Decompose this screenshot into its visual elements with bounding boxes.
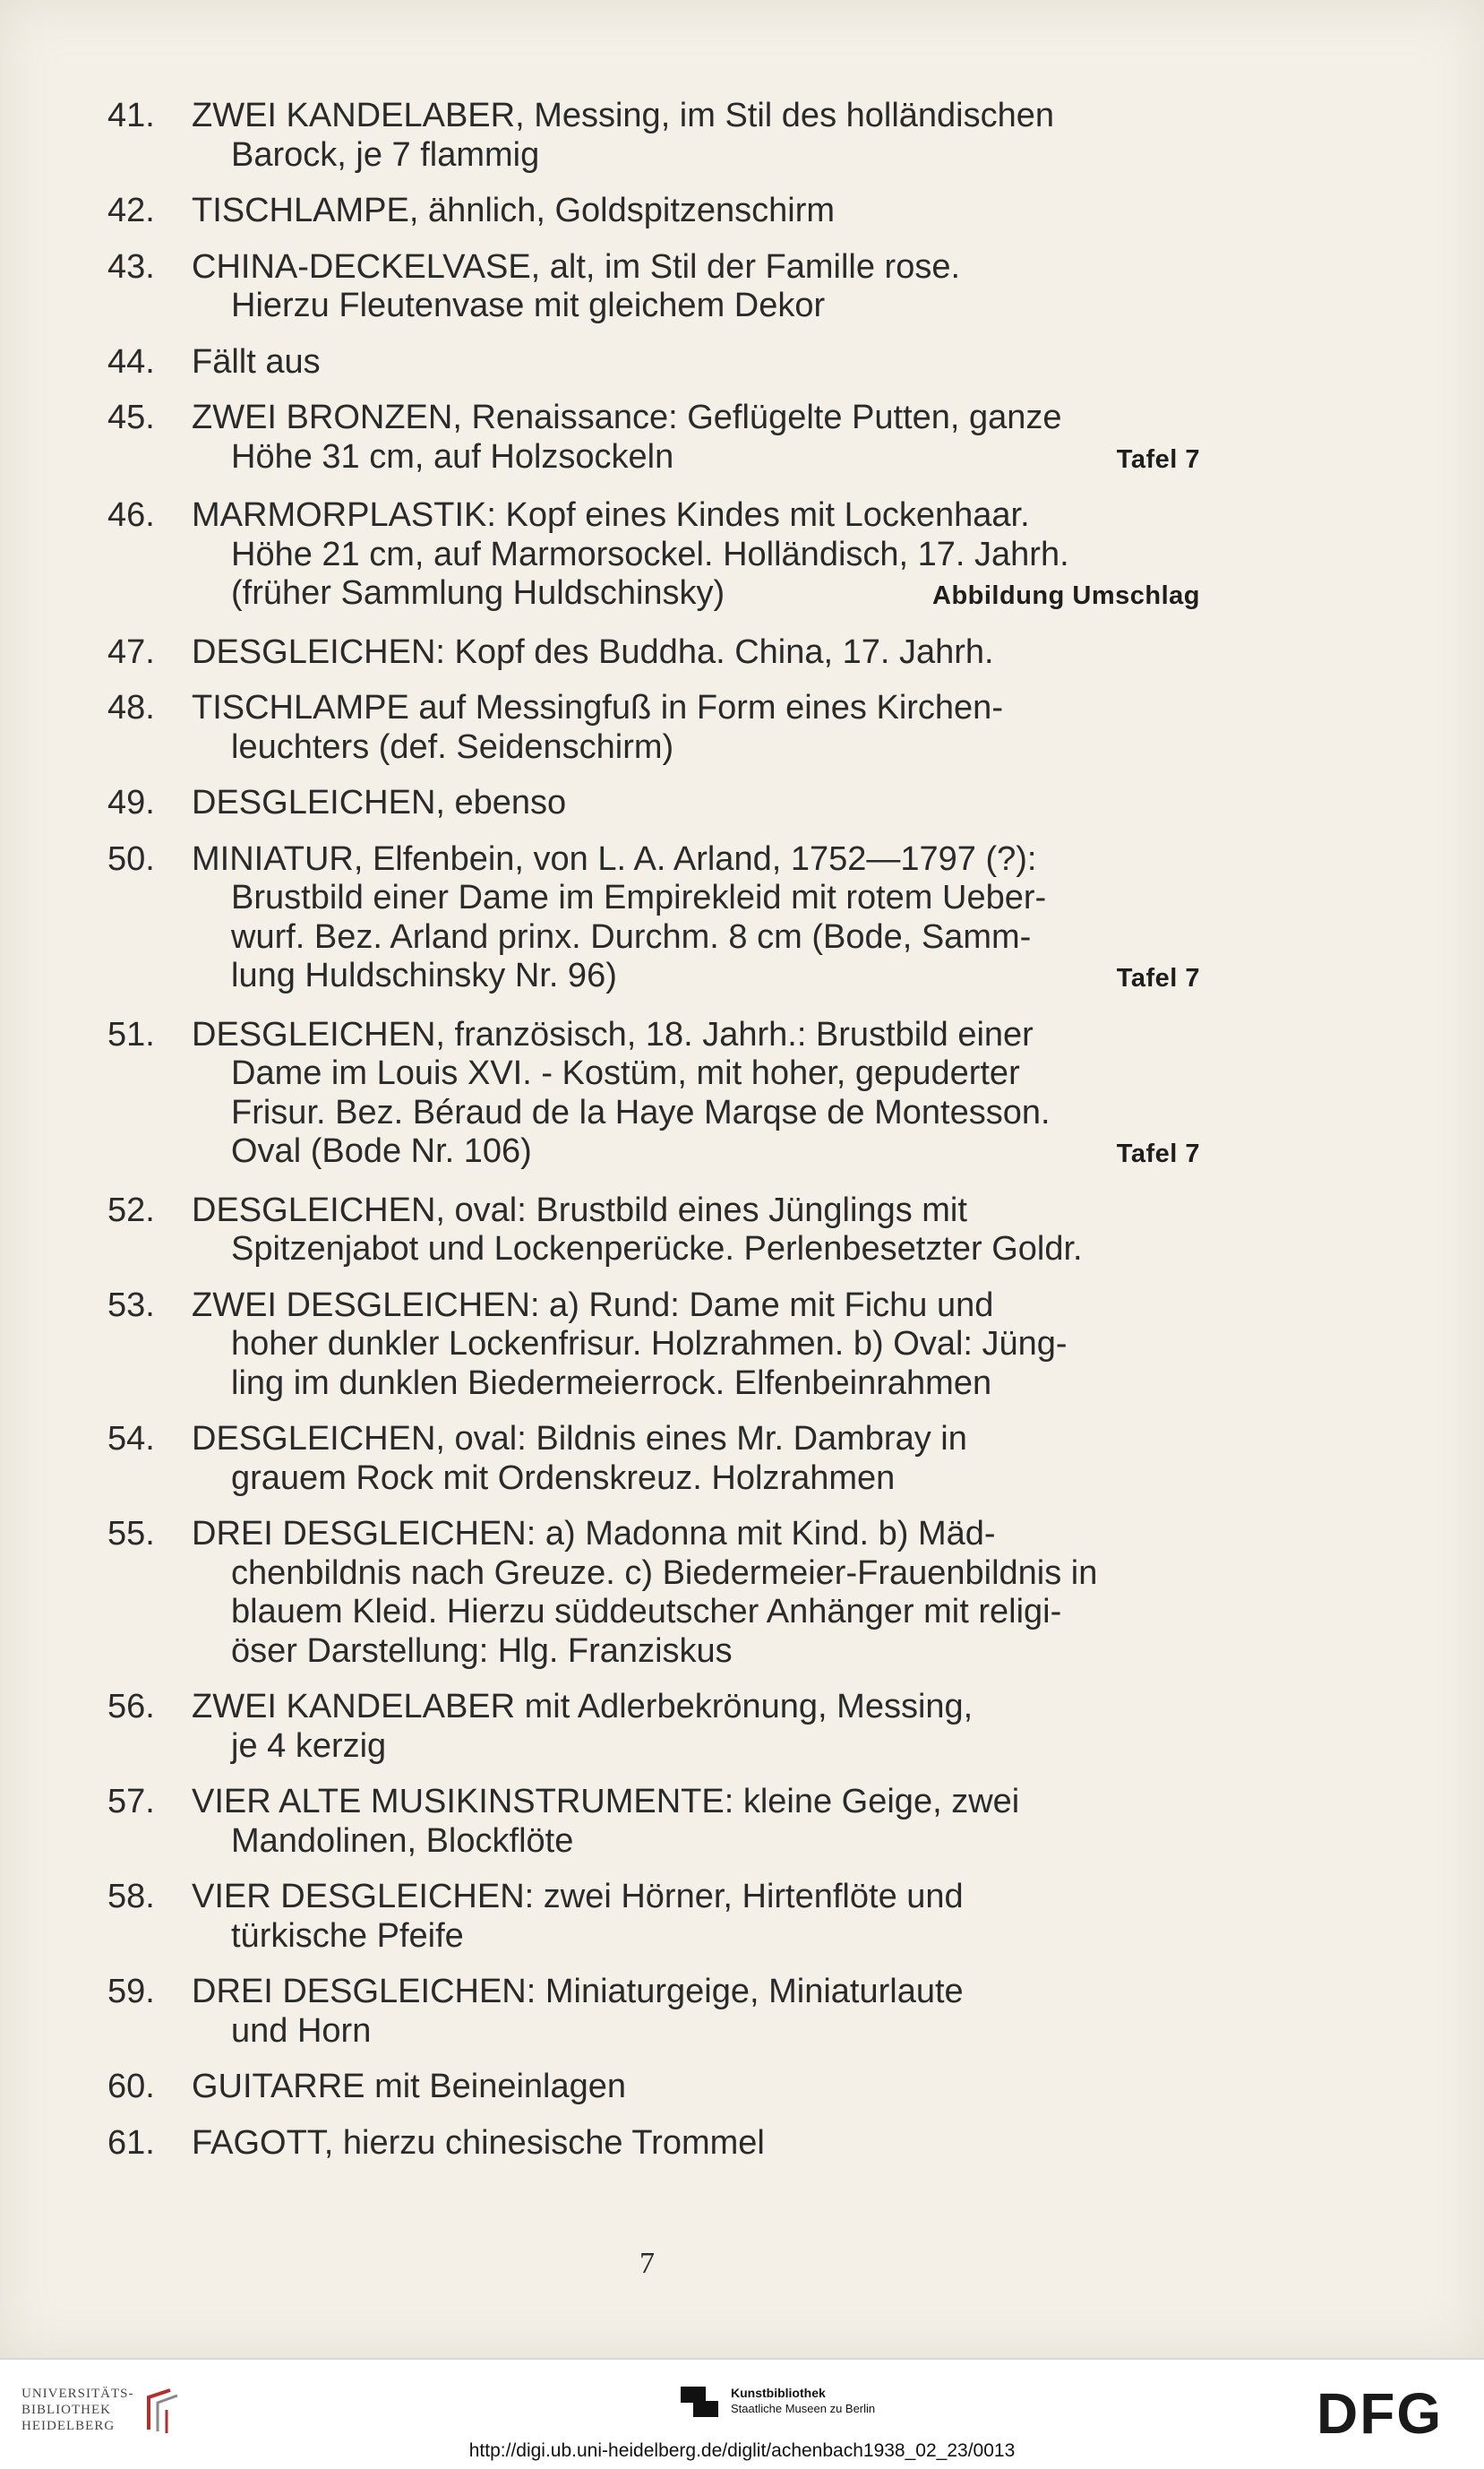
entry-line xyxy=(192,1593,1200,1632)
entry-line xyxy=(192,2068,1200,2107)
entry-description xyxy=(192,1688,1200,1766)
entry-line xyxy=(192,1094,1200,1133)
entry-line xyxy=(192,1054,1200,1094)
entry-number: 59. xyxy=(107,1973,155,2010)
university-library-name xyxy=(21,2386,134,2434)
plate-reference: Tafel 7 xyxy=(1116,444,1200,474)
entry-line-text: DREI DESGLEICHEN: Miniaturgeige, Miniaturlaute xyxy=(192,1973,964,2010)
kunstbibliothek-logo[interactable] xyxy=(679,2381,875,2421)
entry-number: 53. xyxy=(107,1286,155,1324)
entry-line xyxy=(192,1325,1200,1364)
entry-number: 51. xyxy=(107,1015,155,1054)
entry-description xyxy=(192,1515,1200,1671)
entry-line xyxy=(192,918,1200,958)
digitization-footer xyxy=(0,2358,1484,2469)
entry-description xyxy=(192,2068,1200,2107)
kunstbibliothek-subtitle: Staatliche Museen zu Berlin xyxy=(731,2402,876,2415)
catalog-entry xyxy=(107,248,1200,326)
entry-line xyxy=(192,840,1200,880)
dfg-logo[interactable]: DFG xyxy=(1317,2381,1444,2446)
entry-description xyxy=(192,1878,1200,1956)
entry-number: 49. xyxy=(107,784,155,822)
university-library-logo[interactable] xyxy=(21,2385,183,2435)
catalog-entry xyxy=(107,784,1200,823)
plate-reference: Abbildung Umschlag xyxy=(932,581,1200,610)
entry-line-text: TISCHLAMPE auf Messingfuß in Form eines Kirchen- xyxy=(192,689,1003,727)
entry-line xyxy=(192,728,1200,768)
entry-line xyxy=(192,957,1200,999)
catalog-entry xyxy=(107,689,1200,767)
kunstbibliothek-emblem-icon xyxy=(679,2381,720,2421)
entry-line xyxy=(192,633,1200,673)
entry-line-text: Frisur. Bez. Béraud de la Haye Marqse de Montesson. xyxy=(231,1093,1051,1131)
entry-line xyxy=(192,1016,1200,1055)
entry-number: 60. xyxy=(107,2068,155,2105)
entry-number: 41. xyxy=(107,97,155,134)
entry-description xyxy=(192,343,1200,383)
entry-description xyxy=(192,784,1200,823)
entry-line xyxy=(192,343,1200,383)
entry-line-text: TISCHLAMPE, ähnlich, Goldspitzenschirm xyxy=(192,192,836,229)
entry-line-text: ZWEI KANDELABER, Messing, im Stil des holländischen xyxy=(192,97,1055,134)
entry-description xyxy=(192,1973,1200,2051)
entry-line xyxy=(192,1878,1200,1917)
entry-number: 57. xyxy=(107,1783,155,1820)
entry-line-text: chenbildnis nach Greuze. c) Biedermeier-Frauenbildnis in xyxy=(231,1553,1098,1592)
entry-number: 44. xyxy=(107,342,155,381)
entry-line xyxy=(192,1727,1200,1767)
entry-number: 52. xyxy=(107,1191,155,1229)
entry-line-text: MINIATUR, Elfenbein, von L. A. Arland, 1752—1797 (?): xyxy=(192,839,1037,878)
entry-description xyxy=(192,2124,1200,2164)
catalog-entry xyxy=(107,1688,1200,1766)
entry-line xyxy=(192,784,1200,823)
entry-line xyxy=(192,1632,1200,1672)
catalog-entry-list xyxy=(107,97,1200,2163)
kunstbibliothek-name: Kunstbibliothek xyxy=(731,2386,826,2400)
entry-line-text: VIER ALTE MUSIKINSTRUMENTE: kleine Geige, zwei xyxy=(192,1783,1020,1820)
entry-line-text: ling im dunklen Biedermeierrock. Elfenbeinrahmen xyxy=(231,1364,992,1402)
entry-line xyxy=(192,1917,1200,1957)
catalog-entry xyxy=(107,496,1200,616)
entry-line-text: (früher Sammlung Huldschinsky) xyxy=(231,574,725,612)
entry-number: 45. xyxy=(107,399,155,436)
entry-line xyxy=(192,1515,1200,1554)
entry-line-text: Mandolinen, Blockflöte xyxy=(231,1821,574,1860)
entry-line-text: MARMORPLASTIK: Kopf eines Kindes mit Lockenhaar. xyxy=(192,496,1030,534)
entry-line xyxy=(192,1822,1200,1862)
catalog-entry xyxy=(107,2068,1200,2107)
entry-number: 42. xyxy=(107,192,155,229)
entry-line-text: FAGOTT, hierzu chinesische Trommel xyxy=(192,2123,765,2162)
catalog-entry xyxy=(107,1191,1200,1269)
entry-number: 47. xyxy=(107,632,155,671)
university-line: BIBLIOTHEK xyxy=(21,2403,111,2417)
entry-line xyxy=(192,136,1200,176)
entry-line-text: CHINA-DECKELVASE, alt, im Stil der Famille rose. xyxy=(192,247,961,286)
entry-number: 46. xyxy=(107,496,155,534)
entry-number: 56. xyxy=(107,1688,155,1725)
university-line: HEIDELBERG xyxy=(21,2419,116,2433)
entry-line-text: Barock, je 7 flammig xyxy=(231,135,540,174)
catalog-entry xyxy=(107,1515,1200,1671)
plate-reference: Tafel 7 xyxy=(1116,964,1200,993)
entry-line-text: Dame im Louis XVI. - Kostüm, mit hoher, gepuderter xyxy=(231,1054,1020,1092)
catalog-entry xyxy=(107,1286,1200,1404)
entry-line xyxy=(192,1554,1200,1594)
entry-line-text: türkische Pfeife xyxy=(231,1916,464,1955)
entry-line-text: DESGLEICHEN, ebenso xyxy=(192,784,567,822)
entry-line xyxy=(192,438,1200,480)
entry-line xyxy=(192,192,1200,231)
entry-line xyxy=(192,1420,1200,1459)
entry-line xyxy=(192,1973,1200,2012)
entry-description xyxy=(192,248,1200,326)
entry-line xyxy=(192,574,1200,616)
entry-line-text: grauem Rock mit Ordenskreuz. Holzrahmen xyxy=(231,1458,896,1497)
entry-line xyxy=(192,1230,1200,1269)
entry-line-text: DREI DESGLEICHEN: a) Madonna mit Kind. b) Mäd- xyxy=(192,1515,996,1553)
entry-line xyxy=(192,287,1200,326)
entry-line-text: wurf. Bez. Arland prinx. Durchm. 8 cm (Bode, Samm- xyxy=(231,917,1032,956)
entry-line xyxy=(192,1132,1200,1174)
entry-line-text: DESGLEICHEN, französisch, 18. Jahrh.: Brustbild einer xyxy=(192,1015,1034,1054)
entry-line xyxy=(192,97,1200,136)
entry-description xyxy=(192,840,1200,999)
entry-line-text: Hierzu Fleutenvase mit gleichem Dekor xyxy=(231,287,826,324)
catalog-entry xyxy=(107,1016,1200,1174)
entry-line xyxy=(192,689,1200,728)
catalog-entry xyxy=(107,1783,1200,1861)
entry-line-text: Brustbild einer Dame im Empirekleid mit rotem Ueber- xyxy=(231,879,1047,916)
entry-number: 54. xyxy=(107,1420,155,1458)
entry-description xyxy=(192,1016,1200,1174)
entry-line-text: DESGLEICHEN: Kopf des Buddha. China, 17. Jahrh. xyxy=(192,632,994,671)
entry-description xyxy=(192,1420,1200,1498)
catalog-entry xyxy=(107,1973,1200,2051)
catalog-entry xyxy=(107,1420,1200,1498)
entry-line xyxy=(192,536,1200,575)
entry-line xyxy=(192,1364,1200,1404)
entry-line xyxy=(192,1688,1200,1727)
entry-line xyxy=(192,496,1200,536)
catalog-entry xyxy=(107,1878,1200,1956)
catalog-entry xyxy=(107,840,1200,999)
catalog-entry xyxy=(107,97,1200,175)
entry-line xyxy=(192,399,1200,438)
catalog-entry xyxy=(107,633,1200,673)
entry-line-text: und Horn xyxy=(231,2011,372,2050)
entry-line-text: Höhe 21 cm, auf Marmorsockel. Holländisch, 17. Jahrh. xyxy=(231,535,1069,573)
entry-description xyxy=(192,399,1200,479)
university-emblem-icon xyxy=(143,2385,183,2435)
entry-description xyxy=(192,192,1200,231)
entry-number: 48. xyxy=(107,689,155,727)
entry-description xyxy=(192,496,1200,616)
entry-line xyxy=(192,1783,1200,1822)
catalog-entry xyxy=(107,343,1200,383)
entry-line-text: Höhe 31 cm, auf Holzsockeln xyxy=(231,437,674,476)
entry-line-text: ZWEI DESGLEICHEN: a) Rund: Dame mit Fichu und xyxy=(192,1286,994,1324)
entry-line-text: leuchters (def. Seidenschirm) xyxy=(231,727,674,766)
entry-number: 58. xyxy=(107,1878,155,1915)
entry-line-text: lung Huldschinsky Nr. 96) xyxy=(231,957,617,994)
entry-number: 61. xyxy=(107,2123,155,2162)
entry-line xyxy=(192,2012,1200,2052)
entry-description xyxy=(192,97,1200,175)
page-number: 7 xyxy=(639,2247,655,2280)
entry-line-text: hoher dunkler Lockenfrisur. Holzrahmen. b) Oval: Jüng- xyxy=(231,1325,1068,1363)
entry-line xyxy=(192,1459,1200,1499)
entry-line xyxy=(192,879,1200,918)
entry-line xyxy=(192,2124,1200,2164)
catalog-entry xyxy=(107,192,1200,231)
entry-line xyxy=(192,1191,1200,1231)
entry-line-text: DESGLEICHEN, oval: Bildnis eines Mr. Dambray in xyxy=(192,1420,967,1458)
entry-line-text: blauem Kleid. Hierzu süddeutscher Anhänger mit religi- xyxy=(231,1593,1062,1630)
entry-number: 55. xyxy=(107,1515,155,1553)
entry-line-text: Fällt aus xyxy=(192,342,321,381)
university-line: UNIVERSITÄTS- xyxy=(21,2387,134,2401)
entry-line-text: öser Darstellung: Hlg. Franziskus xyxy=(231,1631,733,1670)
entry-line-text: ZWEI KANDELABER mit Adlerbekrönung, Messing, xyxy=(192,1688,974,1725)
plate-reference: Tafel 7 xyxy=(1116,1140,1200,1168)
entry-number: 43. xyxy=(107,247,155,286)
entry-description xyxy=(192,1783,1200,1861)
entry-line-text: Spitzenjabot und Lockenperücke. Perlenbesetzter Goldr. xyxy=(231,1230,1083,1268)
entry-description xyxy=(192,1286,1200,1404)
source-url-link[interactable]: http://digi.ub.uni-heidelberg.de/diglit/achenbach1938_02_23/0013 xyxy=(468,2440,1016,2461)
entry-line-text: ZWEI BRONZEN, Renaissance: Geflügelte Putten, ganze xyxy=(192,399,1062,436)
entry-description xyxy=(192,1191,1200,1269)
entry-line-text: Oval (Bode Nr. 106) xyxy=(231,1132,532,1170)
entry-description xyxy=(192,633,1200,673)
catalog-entry xyxy=(107,399,1200,479)
entry-line-text: GUITARRE mit Beineinlagen xyxy=(192,2068,627,2105)
entry-number: 50. xyxy=(107,839,155,878)
catalog-entry xyxy=(107,2124,1200,2164)
entry-line-text: VIER DESGLEICHEN: zwei Hörner, Hirtenflöte und xyxy=(192,1878,964,1915)
entry-line-text: DESGLEICHEN, oval: Brustbild eines Jünglings mit xyxy=(192,1191,967,1229)
entry-line xyxy=(192,248,1200,288)
entry-line-text: je 4 kerzig xyxy=(231,1726,387,1765)
entry-line xyxy=(192,1286,1200,1326)
entry-description xyxy=(192,689,1200,767)
